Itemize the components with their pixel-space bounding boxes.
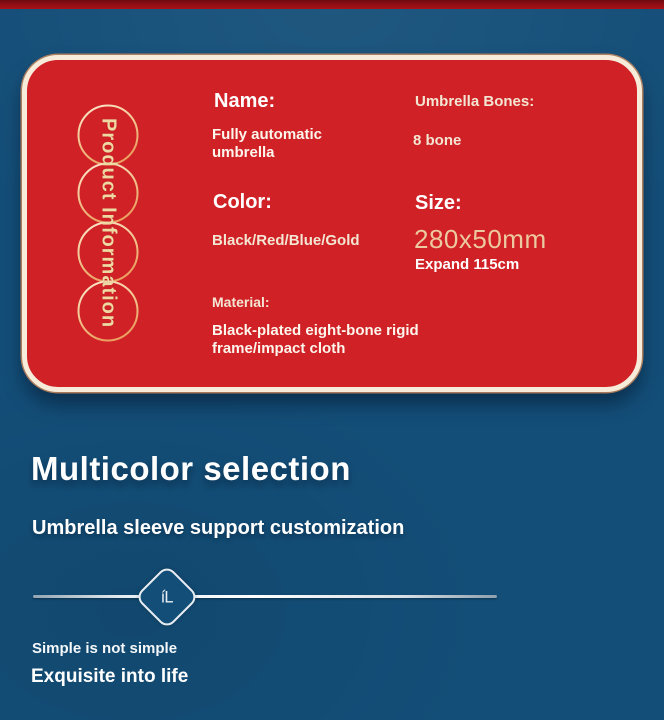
- umbrella-bones-value: 8 bone: [413, 132, 462, 149]
- product-info-card: [22, 55, 642, 392]
- top-accent-bar: [0, 0, 664, 9]
- section-subtitle: Umbrella sleeve support customization: [32, 517, 405, 539]
- color-value: Black/Red/Blue/Gold: [212, 232, 360, 249]
- product-information-badge-label: Product Information: [97, 117, 120, 329]
- brand-diamond-ornament: [134, 564, 199, 629]
- tagline-small: Simple is not simple: [32, 640, 178, 657]
- material-value: Black-plated eight-bone rigid frame/impact cloth: [212, 322, 419, 357]
- material-label: Material:: [212, 294, 270, 310]
- size-label: Size:: [415, 192, 462, 214]
- size-expand-note: Expand 115cm: [415, 256, 520, 273]
- section-title: Multicolor selection: [31, 450, 351, 487]
- tagline-large: Exquisite into life: [31, 666, 189, 687]
- size-value: 280x50mm: [414, 224, 547, 254]
- name-label: Name:: [214, 90, 276, 112]
- divider-line: [33, 595, 497, 598]
- color-label: Color:: [213, 191, 272, 213]
- name-value: Fully automatic umbrella: [212, 126, 323, 161]
- brand-monogram: íL: [161, 587, 173, 607]
- umbrella-bones-label: Umbrella Bones:: [415, 93, 535, 110]
